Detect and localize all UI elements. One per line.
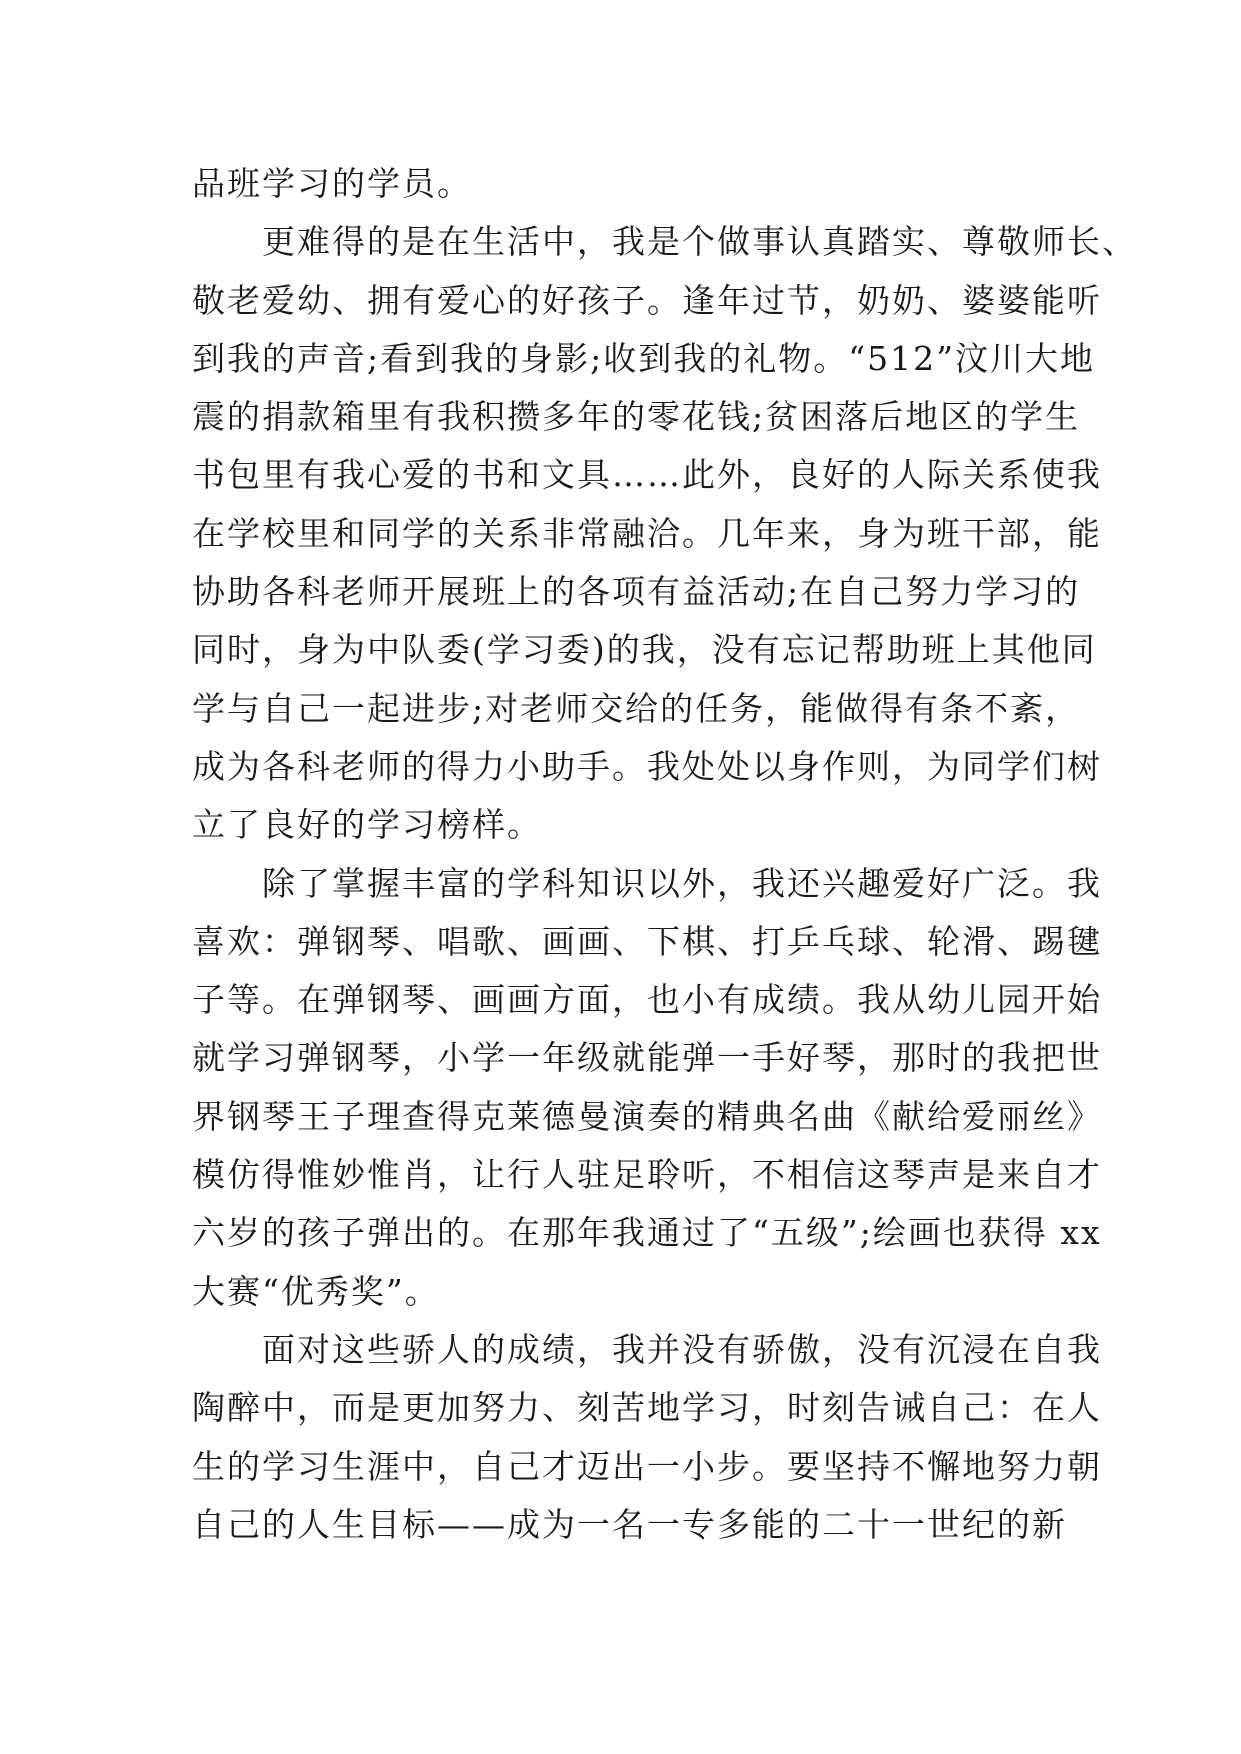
text-line: 书包里有我心爱的书和文具……此外，良好的人际关系使我 [192, 455, 1102, 495]
text-line: 界钢琴王子理查得克莱德曼演奏的精典名曲《献给爱丽丝》 [192, 1096, 1102, 1136]
paragraph-start-line: 除了掌握丰富的学科知识以外，我还兴趣爱好广泛。我 [192, 863, 1102, 903]
text-line: 在学校里和同学的关系非常融洽。几年来，身为班干部，能 [192, 513, 1102, 553]
text-line: 同时，身为中队委(学习委)的我，没有忘记帮助班上其他同 [192, 630, 1097, 670]
text-line: 到我的声音;看到我的身影;收到我的礼物。“512”汶川大地 [192, 338, 1095, 378]
text-line: 喜欢：弹钢琴、唱歌、画画、下棋、打乒乓球、轮滑、踢毽 [192, 921, 1102, 961]
text-line: 自己的人生目标——成为一名一专多能的二十一世纪的新 [192, 1504, 1067, 1544]
text-line: 生的学习生涯中，自己才迈出一小步。要坚持不懈地努力朝 [192, 1446, 1102, 1486]
text-line: 模仿得惟妙惟肖，让行人驻足聆听，不相信这琴声是来自才 [192, 1155, 1102, 1195]
text-line: 陶醉中，而是更加努力、刻苦地学习，时刻告诫自己：在人 [192, 1388, 1102, 1428]
text-line: 品班学习的学员。 [192, 164, 472, 203]
text-line: 敬老爱幼、拥有爱心的好孩子。逢年过节，奶奶、婆婆能听 [192, 280, 1102, 320]
text-line: 震的捐款箱里有我积攒多年的零花钱;贫困落后地区的学生 [192, 397, 1081, 437]
text-line: 子等。在弹钢琴、画画方面，也小有成绩。我从幼儿园开始 [192, 980, 1102, 1020]
paragraph-start-line: 面对这些骄人的成绩，我并没有骄傲，没有沉浸在自我 [192, 1329, 1102, 1369]
text-line: 就学习弹钢琴，小学一年级就能弹一手好琴，那时的我把世 [192, 1038, 1102, 1078]
body-text [192, 155, 1137, 1554]
text-line: 协助各科老师开展班上的各项有益活动;在自己努力学习的 [192, 572, 1081, 612]
text-line: 立了良好的学习榜样。 [192, 805, 542, 845]
text-line: 成为各科老师的得力小助手。我处处以身作则，为同学们树 [192, 746, 1102, 786]
text-line: 六岁的孩子弹出的。在那年我通过了“五级”;绘画也获得 xx [192, 1213, 1102, 1253]
text-line: 大赛“优秀奖”。 [192, 1271, 440, 1311]
text-line: 学与自己一起进步;对老师交给的任务，能做得有条不紊， [192, 688, 1081, 728]
paragraph-start-line: 更难得的是在生活中，我是个做事认真踏实、尊敬师长、 [192, 222, 1137, 262]
